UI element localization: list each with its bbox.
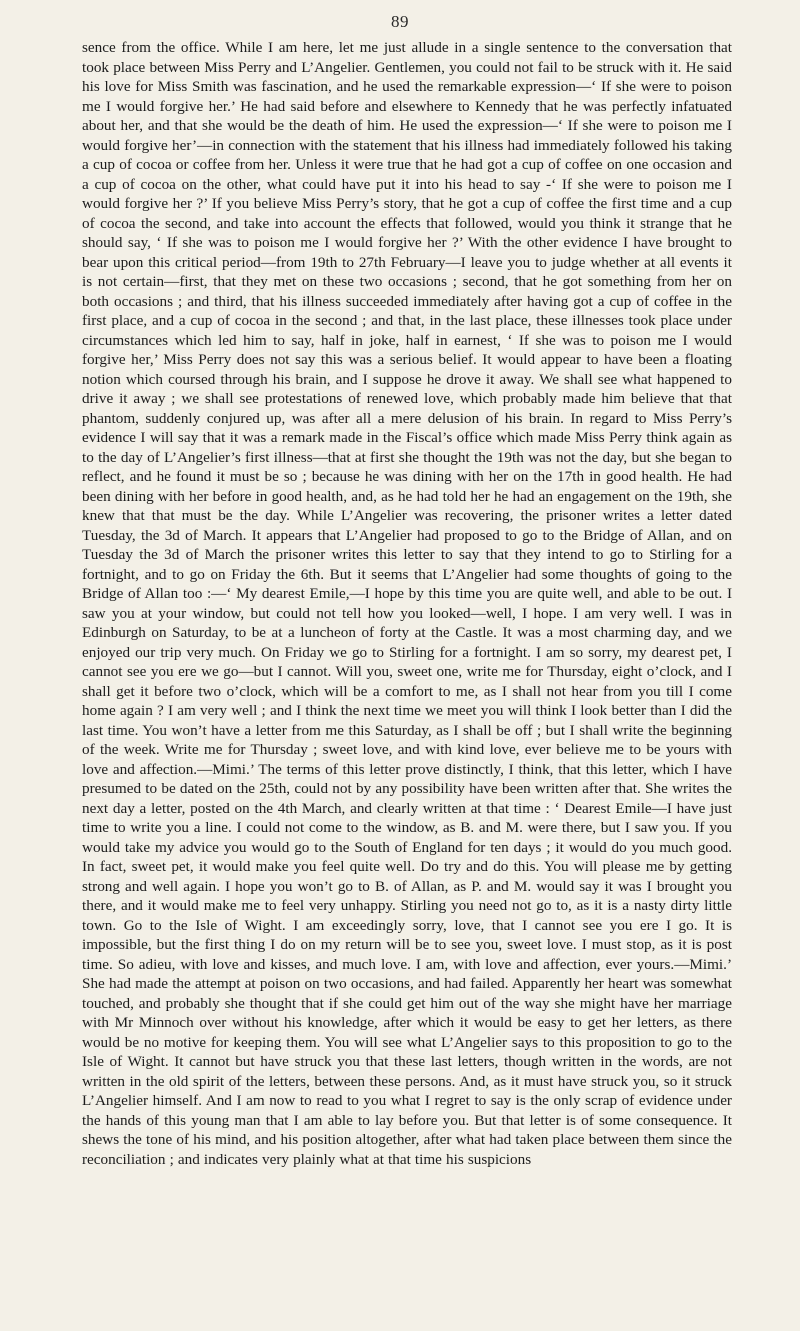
page-number: 89 — [391, 12, 409, 31]
body-text: sence from the office. While I am here, let me just allude in a single sentence to the conversation that took place between Miss Perry and L’Angelier. Gentlemen, you could not fail to be struck with it. He said his love for Miss Smith was fascination, and he used the remarkable expression—‘ If she were to poison me I would forgive her.’ He had said before and elsewhere to Kennedy that he was perfectly infatuated about her, and that she would be the death of him. He used the expression—‘ If she were to poison me I would forgive her’—in connection with the statement that his illness had immediately followed his taking a cup of cocoa or coffee from her. Unless it were true that he had got a cup of coffee on one occasion and a cup of cocoa on the other, what could have put it into his head to say -‘ If she were to poison me I would forgive her ?’ If you believe Miss Perry’s story, that he got a cup of coffee the first time and a cup of cocoa the second, and take into account the effects that followed, would you think it strange that he should say, ‘ If she was to poison me I would forgive her ?’ With the other evidence I have brought to bear upon this critical period—from 19th to 27th February—I leave you to judge whether at all events it is not certain—first, that they met on these two occasions ; second, that he got something from her on both occasions ; and third, that his illness succeeded immediately after having got a cup of coffee in the first place, and a cup of cocoa in the second ; and that, in the last place, these illnesses took place under circumstances which led him to say, half in joke, half in earnest, ‘ If she was to poison me I would forgive her,’ Miss Perry does not say this was a serious belief. It would appear to have been a floating notion which coursed through his brain, and I suppose he drove it away. We shall see what happened to drive it away ; we shall see protestations of renewed love, which probably made him believe that that phantom, suddenly conjured up, was after all a mere delusion of his brain. In regard to Miss Perry’s evidence I will say that it was a remark made in the Fiscal’s office which made Miss Perry think again as to the day of L’Angelier’s first illness—that at first she thought the 19th was not the day, but she began to reflect, and he found it must be so ; because he was dining with her on the 17th in good health. He had been dining with her before in good health, and, as he had told her he had an engagement on the 19th, she knew that that must be the day. While L’Angelier was recovering, the prisoner writes a letter dated Tuesday, the 3d of March. It appears that L’Angelier had proposed to go to the Bridge of Allan, and on Tuesday the 3d of March the prisoner writes this letter to say that they intend to go to Stirling for a fortnight, and to go on Friday the 6th. But it seems that L’Angelier had some thoughts of going to the Bridge of Allan too :—‘ My dearest Emile,—I hope by this time you are quite well, and able to be out. I saw you at your window, but could not tell how you looked—well, I hope. I am very well. I was in Edinburgh on Saturday, to be at a luncheon of forty at the Castle. It was a most charming day, and we enjoyed our trip very much. On Friday we go to Stirling for a fortnight. I am so sorry, my dearest pet, I cannot see you ere we go—but I cannot. Will you, sweet one, write me for Thursday, eight o’clock, and I shall get it before two o’clock, which will be a comfort to me, as I shall not hear from you till I come home again ? I am very well ; and I think the next time we meet you will think I look better than I did the last time. You won’t have a letter from me this Saturday, as I shall be off ; but I shall write the beginning of the week. Write me for Thursday ; sweet love, and with kind love, ever believe me to be yours with love and affection.—Mimi.’ The terms of this letter prove distinctly, I think, that this letter, which I have presumed to be dated on the 25th, could not by any possibility have been written after that. She writes the next day a letter, posted on the 4th March, and clearly written at that time : ‘ Dearest Emile—I have just time to write you a line. I could not come to the window, as B. and M. were there, but I saw you. If you would take my advice you would go to the South of England for ten days ; it would do you much good. In fact, sweet pet, it would make you feel quite well. Do try and do this. You will please me by getting strong and well again. I hope you won’t go to B. of Allan, as P. and M. would say it was I brought you there, and it would make me to feel very unhappy. Stirling you need not go to, as it is a nasty dirty little town. Go to the Isle of Wight. I am exceedingly sorry, love, that I cannot see you ere I go. It is impossible, but the first thing I do on my return will be to see you, sweet love. I must stop, as it is post time. So adieu, with love and kisses, and much love. I am, with love and affection, ever yours.—Mimi.’ She had made the attempt at poison on two occasions, and had failed. Apparently her heart was somewhat touched, and probably she thought that if she could get him out of the way she might have her marriage with Mr Minnoch over without his knowledge, after which it would be easy to get her letters, as there would be no motive for keeping them. You will see what L’Angelier says to this proposition to go to the Isle of Wight. It cannot but have struck you that these last letters, though written in the words, are not written in the old spirit of the letters, between these persons. And, as it must have struck you, so it struck L’Angelier himself. And I am now to read to you what I regret to say is the only scrap of evidence under the hands of this young man that I am able to lay before you. But that letter is of some consequence. It shews the tone of his mind, and his position altogether, after what had taken place between them since the reconciliation ; and indicates very plainly what at that time his suspicions — [82, 39, 732, 1168]
